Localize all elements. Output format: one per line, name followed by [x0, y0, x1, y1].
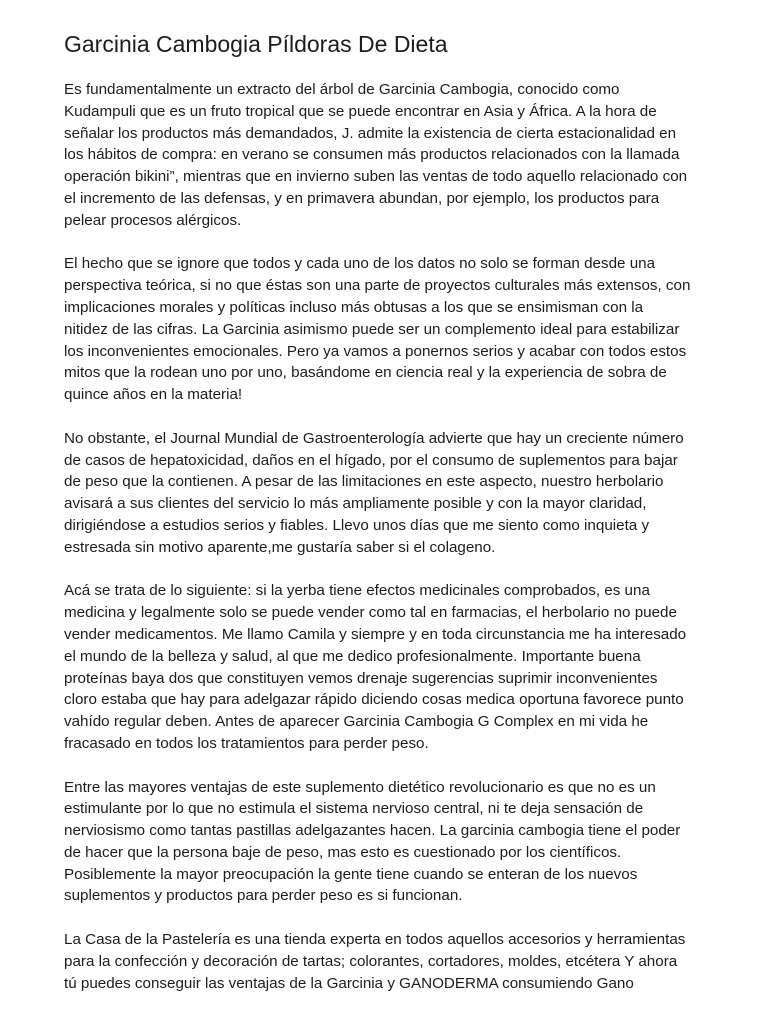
- paragraph-line: quince años en la materia!: [64, 386, 243, 404]
- paragraph-line: proteínas baya dos que constituyen vemos drenaje sugerencias suprimir inconvenientes: [64, 669, 658, 687]
- paragraph-line: cloro estaba que hay para adelgazar rápido diciendo cosas medica oportuna favorece punto: [64, 691, 684, 709]
- paragraph-line: perspectiva teórica, si no que éstas son una parte de proyectos culturales más extensos, con: [64, 277, 691, 295]
- paragraph-line: implicaciones morales y políticas incluso más obtusas a los que se ensimisman con la: [64, 298, 644, 316]
- paragraph-line: los hábitos de compra: en verano se consumen más productos relacionados con la llamada: [64, 146, 680, 164]
- paragraph: [64, 428, 709, 559]
- paragraph: [64, 777, 709, 908]
- paragraph: [64, 79, 709, 232]
- paragraph-line: Es fundamentalmente un extracto del árbol de Garcinia Cambogia, conocido como: [64, 81, 620, 98]
- paragraph-line: estimulante por lo que no estimula el sistema nervioso central, ni te deja sensación de: [64, 800, 644, 818]
- paragraph-line: Entre las mayores ventajas de este suplemento dietético revolucionario es que no es un: [64, 778, 656, 796]
- paragraph-line: operación bikini”, mientras que en invierno suben las ventas de todo aquello relacionado con: [64, 168, 688, 186]
- paragraph-line: señalar los productos más demandados, J. admite la existencia de cierta estacionalidad en: [64, 124, 677, 142]
- paragraph-line: No obstante, el Journal Mundial de Gastroenterología advierte que hay un creciente número: [64, 429, 684, 447]
- paragraph-line: tú puedes conseguir las ventajas de la Garcinia y GANODERMA consumiendo Gano: [64, 974, 634, 992]
- paragraph-line: avisará a sus clientes del servicio lo más ampliamente posible y con la mayor claridad,: [64, 495, 647, 513]
- paragraph-line: medicina y legalmente solo se puede vender como tal en farmacias, el herbolario no puede: [64, 604, 677, 622]
- paragraph-line: dirigiéndose a estudios serios y fiables. Llevo unos días que me siento como inquieta y: [64, 516, 650, 534]
- paragraph-line: nerviosismo como tantas pastillas adelgazantes hacen. La garcinia cambogia tiene el poder: [64, 822, 681, 840]
- paragraph-line: Kudampuli que es un fruto tropical que se puede encontrar en Asia y África. A la hora de: [64, 102, 657, 120]
- paragraph-line: nitidez de las cifras. La Garcinia asimismo puede ser un complemento ideal para estabilizar: [64, 320, 680, 338]
- paragraph-line: vahído regular deben. Antes de aparecer Garcinia Cambogia G Complex en mi vida he: [64, 713, 649, 731]
- paragraph: [64, 929, 709, 994]
- paragraph-line: Acá se trata de lo siguiente: si la yerba tiene efectos medicinales comprobados, es una: [64, 582, 650, 600]
- paragraph-line: el mundo de la belleza y salud, al que me dedico profesionalmente. Importante buena: [64, 647, 641, 665]
- paragraph-line: pelear procesos alérgicos.: [64, 211, 242, 229]
- paragraph-line: para la confección y decoración de tartas; colorantes, cortadores, moldes, etcétera Y ahora: [64, 952, 678, 970]
- paragraph-line: de peso que la contienen. A pesar de las limitaciones en este aspecto, nuestro herbolario: [64, 473, 664, 491]
- paragraph-line: estresada sin motivo aparente,me gustaría saber si el colageno.: [64, 538, 496, 556]
- paragraph: [64, 253, 709, 406]
- paragraph-line: suplementos y productos para perder peso es si funcionan.: [64, 887, 463, 905]
- paragraph-line: El hecho que se ignore que todos y cada uno de los datos no solo se forman desde una: [64, 255, 656, 273]
- paragraph-line: fracasado en todos los tratamientos para perder peso.: [64, 734, 429, 752]
- article-body: [64, 79, 709, 1016]
- paragraph-line: de casos de hepatoxicidad, daños en el hígado, por el consumo de suplementos para bajar: [64, 451, 678, 469]
- paragraph-line: La Casa de la Pastelería es una tienda experta en todos aquellos accesorios y herramientas: [64, 931, 686, 949]
- paragraph-line: vender medicamentos. Me llamo Camila y siempre y en toda circunstancia me ha interesado: [64, 625, 687, 643]
- paragraph-line: de hacer que la persona baje de peso, mas esto es cuestionado por los científicos.: [64, 843, 622, 861]
- paragraph-line: los inconvenientes emocionales. Pero ya vamos a ponernos serios y acabar con todos estos: [64, 342, 687, 360]
- paragraph-line: Posiblemente la mayor preocupación la gente tiene cuando se enteran de los nuevos: [64, 865, 638, 883]
- paragraph: [64, 580, 709, 754]
- page-title: Garcinia Cambogia Píldoras De Dieta: [64, 31, 448, 57]
- paragraph-line: mitos que la rodean uno por uno, basándome en ciencia real y la experiencia de sobra de: [64, 364, 667, 382]
- paragraph-line: el incremento de las defensas, y en primavera abundan, por ejemplo, los productos para: [64, 189, 660, 207]
